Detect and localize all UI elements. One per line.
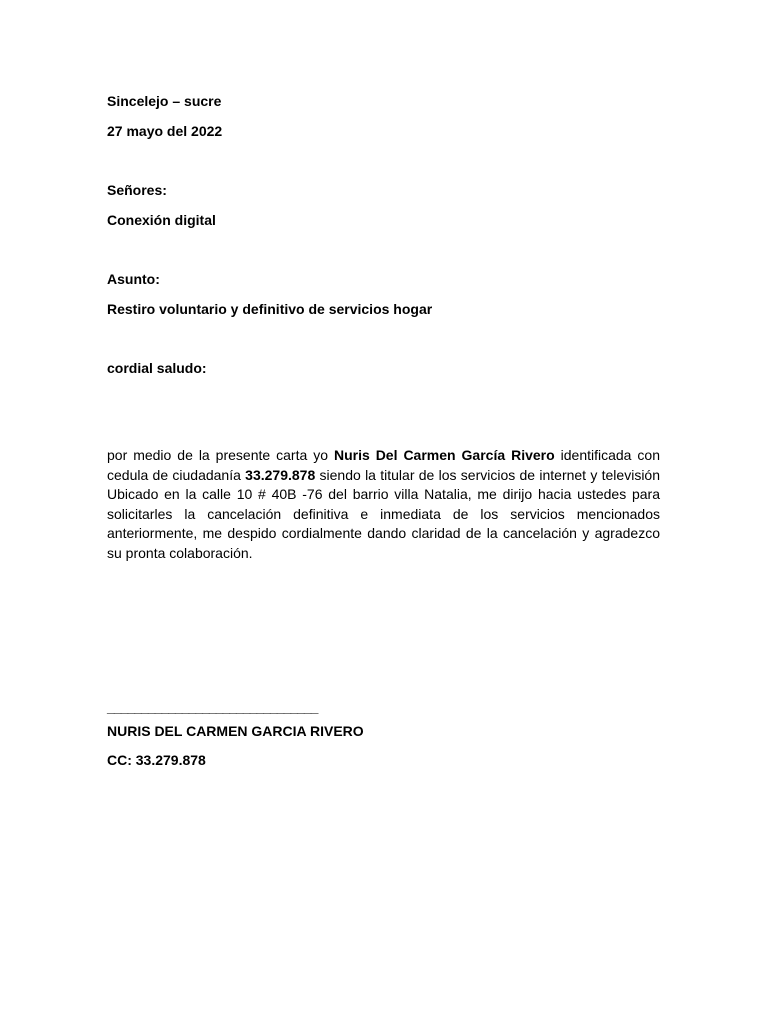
body-id-bold: 33.279.878	[245, 466, 316, 483]
body-part-3: siendo la titular de los servicios de internet y televisión Ubicado en la calle 10 # 40B -76 del barrio villa Natalia, me dirijo hacia ustedes para solicitarles la cancelación definitiva e inmediata de los servicios mencionados anteriormente, me despido cordialmente dando claridad de la cancelación y agradezco su pronta colaboración.	[107, 466, 660, 561]
signature-name: NURIS DEL CARMEN GARCIA RIVERO	[107, 723, 364, 739]
recipient-label: Señores:	[107, 182, 167, 198]
body-part-2: identificada con cedula de ciudadanía	[107, 447, 660, 483]
subject-text: Restiro voluntario y definitivo de servicios hogar	[107, 301, 433, 317]
greeting: cordial saludo:	[107, 360, 207, 376]
signature-line: _______________________________	[107, 699, 318, 715]
subject-label: Asunto:	[107, 271, 160, 287]
body-name-bold: Nuris Del Carmen García Rivero	[333, 447, 555, 463]
letter-body	[107, 446, 660, 563]
letter-date: 27 mayo del 2022	[107, 123, 223, 139]
letter-place: Sincelejo – sucre	[107, 93, 222, 109]
recipient-name: Conexión digital	[107, 212, 216, 228]
signature-id: CC: 33.279.878	[107, 752, 206, 768]
body-part-1: por medio de la presente carta yo	[107, 447, 334, 463]
